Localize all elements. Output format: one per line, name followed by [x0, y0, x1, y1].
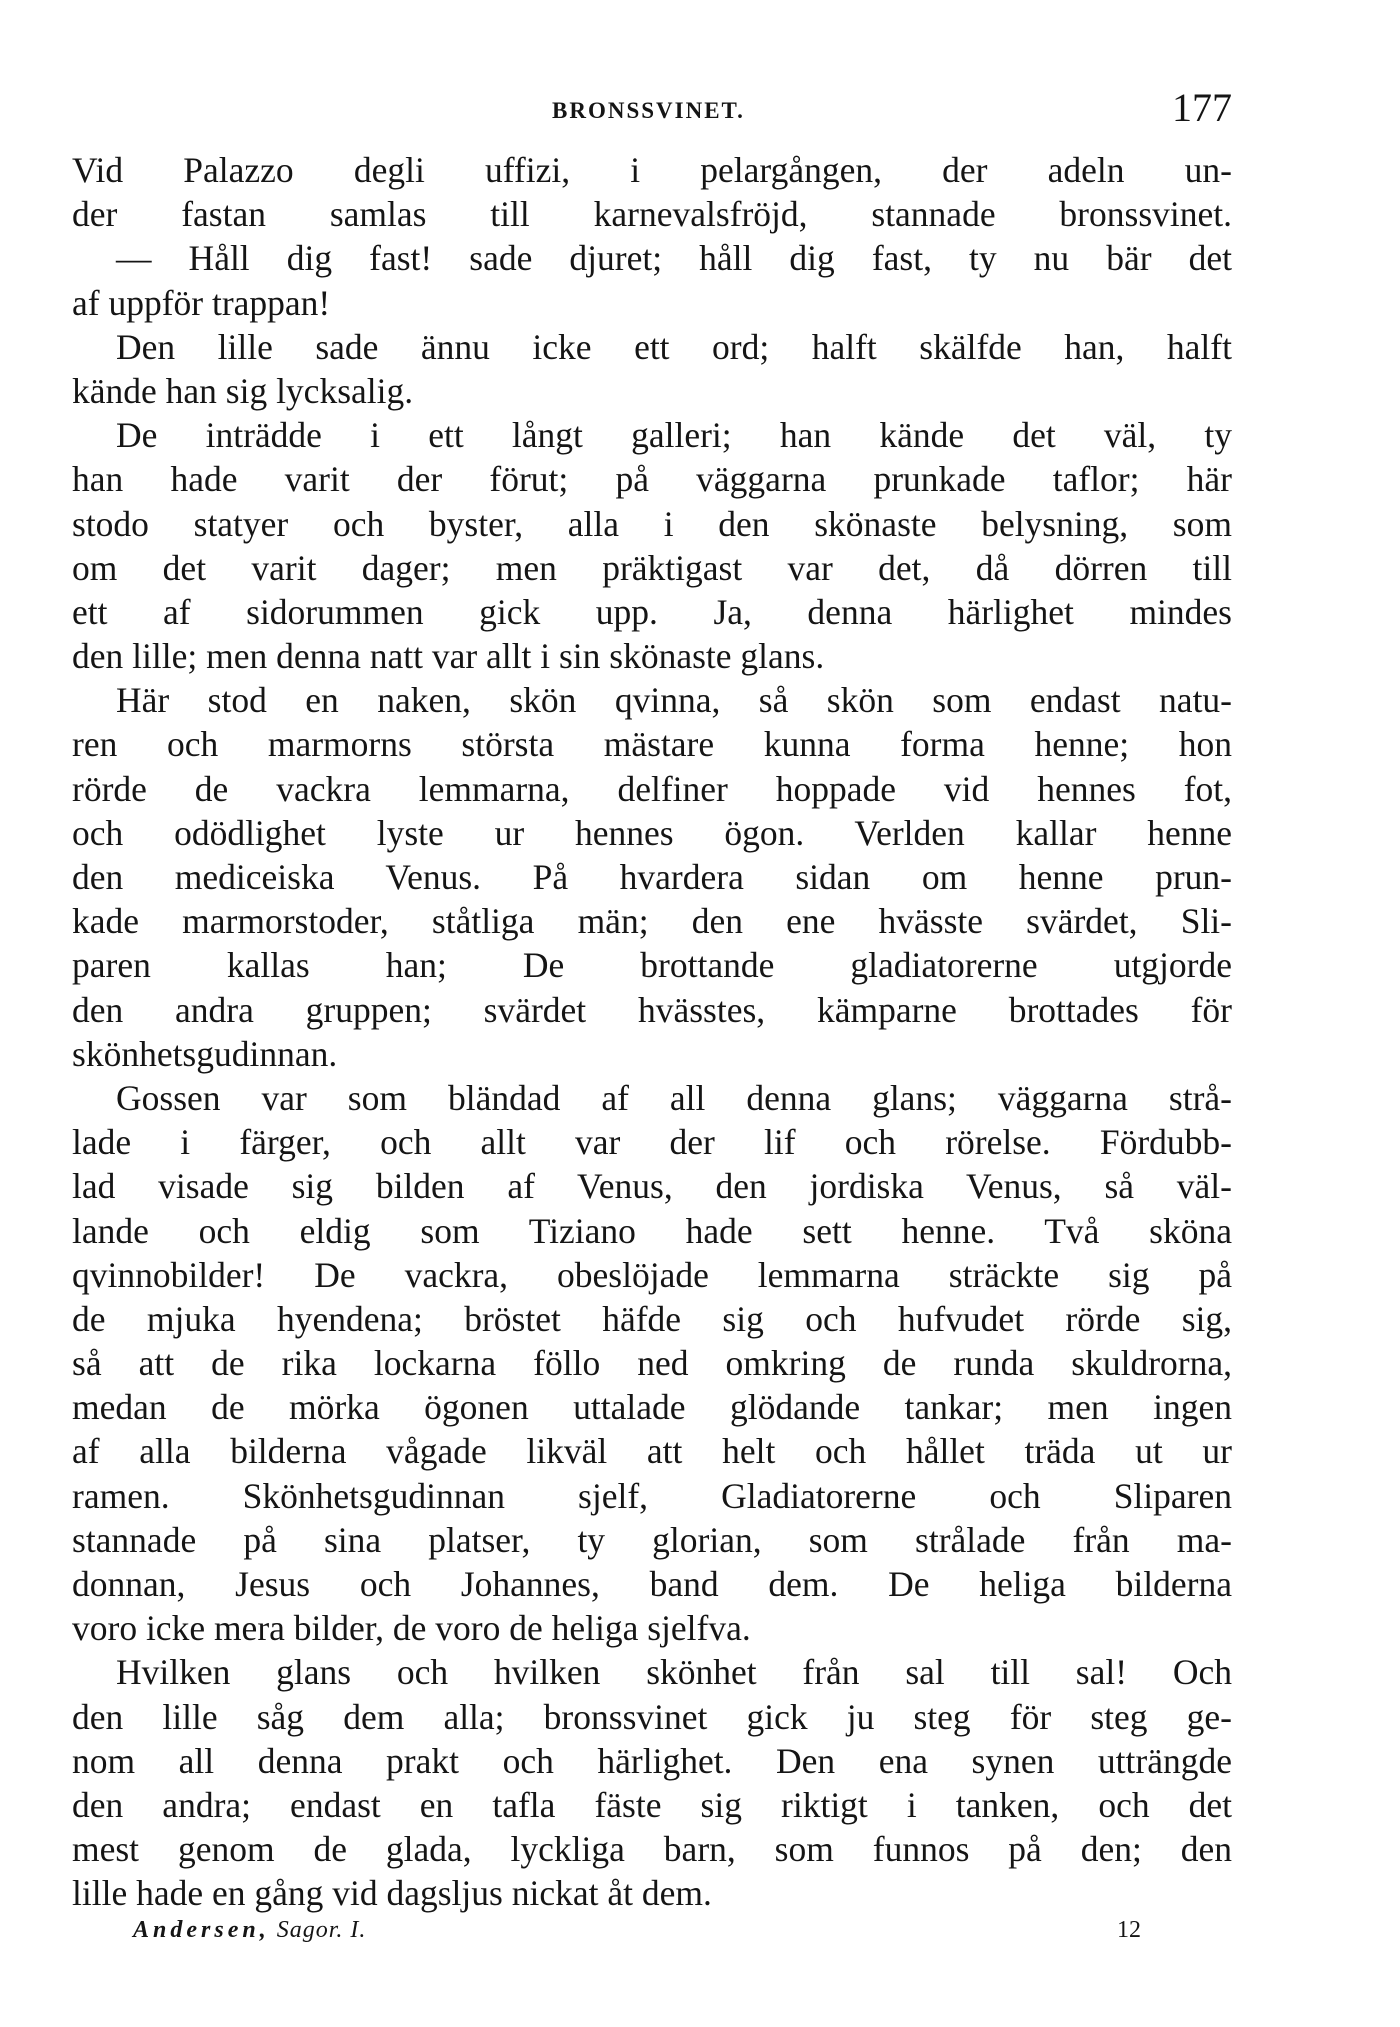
text-line: Här stod en naken, skön qvinna, så skön som endast natu- [116, 680, 1232, 721]
text-line: och odödlighet lyste ur hennes ögon. Verlden kallar henne [72, 812, 1232, 853]
text-line: skönhetsgudinnan. [72, 1033, 338, 1074]
text-line: der fastan samlas till karnevalsfröjd, stannade bronssvinet. [72, 194, 1232, 235]
text-line: — Håll dig fast! sade djuret; håll dig fast, ty nu bär det [116, 238, 1232, 279]
text-line: nom all denna prakt och härlighet. Den ena synen utträngde [72, 1740, 1232, 1781]
text-line: voro icke mera bilder, de voro de heliga sjelfva. [72, 1608, 751, 1649]
page-footer [60, 1917, 1160, 1957]
text-line: mest genom de glada, lyckliga barn, som funnos på den; den [72, 1829, 1232, 1870]
text-line: lande och eldig som Tiziano hade sett henne. Två sköna [72, 1210, 1232, 1251]
text-line: lad visade sig bilden af Venus, den jordiska Venus, så väl- [72, 1166, 1232, 1207]
text-line: medan de mörka ögonen uttalade glödande tankar; men ingen [72, 1387, 1232, 1428]
text-line: den lille; men denna natt var allt i sin skönaste glans. [72, 636, 825, 677]
page-number: 177 [1172, 85, 1232, 130]
text-line: qvinnobilder! De vackra, obeslöjade lemmarna sträckte sig på [72, 1254, 1232, 1295]
text-line: så att de rika lockarna föllo ned omkring de runda skuldrorna, [72, 1343, 1232, 1384]
text-line: ramen. Skönhetsgudinnan sjelf, Gladiatorerne och Sliparen [72, 1475, 1232, 1516]
text-line: ren och marmorns största mästare kunna forma henne; hon [72, 724, 1232, 765]
text-line: lade i färger, och allt var der lif och rörelse. Fördubb- [72, 1122, 1232, 1163]
text-line: stodo statyer och byster, alla i den skönaste belysning, som [72, 503, 1232, 544]
footer-author: Andersen, [133, 1917, 270, 1943]
text-line: den andra; endast en tafla fäste sig riktigt i tanken, och det [72, 1784, 1232, 1825]
text-line: den lille såg dem alla; bronssvinet gick ju steg för steg ge- [72, 1696, 1232, 1737]
text-line: han hade varit der förut; på väggarna prunkade taflor; här [72, 459, 1232, 500]
text-line: ett af sidorummen gick upp. Ja, denna härlighet mindes [72, 591, 1232, 632]
footer-work: Sagor. I. [276, 1917, 367, 1943]
text-line: den mediceiska Venus. På hvardera sidan om henne prun- [72, 857, 1232, 897]
text-line: den andra gruppen; svärdet hvässtes, kämparne brottades för [72, 989, 1232, 1030]
text-line: Vid Palazzo degli uffizi, i pelargången, der adeln un- [72, 150, 1232, 190]
text-line: stannade på sina platser, ty glorian, som strålade från ma- [72, 1519, 1232, 1560]
text-line: De inträdde i ett långt galleri; han kände det väl, ty [116, 415, 1232, 456]
text-line: kade marmorstoder, ståtliga män; den ene hvässte svärdet, Sli- [72, 901, 1232, 942]
footer-signature [133, 1917, 366, 1944]
text-line: af uppför trappan! [72, 282, 331, 323]
text-line: donnan, Jesus och Johannes, band dem. De heliga bilderna [72, 1564, 1232, 1604]
text-line: Hvilken glans och hvilken skönhet från sal till sal! Och [116, 1652, 1232, 1693]
text-line: de mjuka hyendena; bröstet häfde sig och hufvudet rörde sig, [72, 1298, 1232, 1339]
book-page [72, 84, 1232, 1916]
text-line: af alla bilderna vågade likväl att helt och hållet träda ut ur [72, 1431, 1232, 1472]
text-line: Den lille sade ännu icke ett ord; halft skälfde han, halft [116, 326, 1232, 367]
text-line: om det varit dager; men präktigast var det, då dörren till [72, 547, 1232, 588]
text-line: kände han sig lycksalig. [72, 370, 414, 411]
signature-mark: 12 [1117, 1917, 1141, 1943]
text-line: lille hade en gång vid dagsljus nickat åt dem. [72, 1873, 712, 1914]
body-text [72, 148, 1232, 1916]
running-title: BRONSSVINET. [552, 98, 745, 123]
text-line: paren kallas han; De brottande gladiatorerne utgjorde [72, 945, 1232, 986]
running-head [72, 84, 1232, 134]
text-line: Gossen var som bländad af all denna glans; väggarna strå- [116, 1077, 1232, 1118]
text-line: rörde de vackra lemmarna, delfiner hoppade vid hennes fot, [72, 768, 1232, 809]
